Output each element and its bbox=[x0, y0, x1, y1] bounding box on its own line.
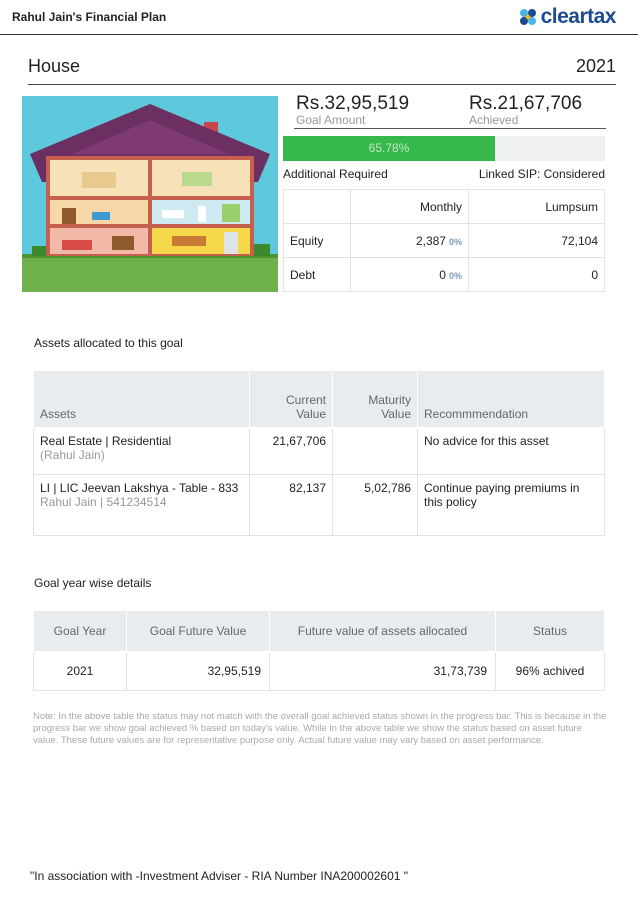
house-illustration bbox=[22, 96, 278, 292]
goal-heading bbox=[28, 52, 616, 85]
goal-progress-fill bbox=[283, 136, 495, 161]
asset-recommendation: Continue paying premiums in this policy bbox=[418, 475, 605, 536]
table-row bbox=[34, 428, 605, 475]
status-cell: 96% achived bbox=[496, 652, 605, 691]
table-row bbox=[34, 475, 605, 536]
achieved-amount-label: Achieved bbox=[469, 113, 519, 127]
assets-future-cell: 31,73,739 bbox=[270, 652, 496, 691]
assets-table bbox=[33, 370, 605, 536]
page-header bbox=[0, 0, 638, 35]
disclaimer-note: Note: In the above table the status may not match with the overall goal achieved status shown in the progress bar. This is because in the progress bar we show goal achieved % based on today's value. While in the above table we show the status based on asset future value. These future values are for representative purpose only. Actual future value may vary based on asset performance. bbox=[33, 711, 607, 746]
goal-amount-value: Rs.32,95,519 bbox=[296, 93, 410, 114]
goal-name: House bbox=[28, 56, 81, 76]
asset-recommendation: No advice for this asset bbox=[418, 428, 605, 475]
assets-header-recommendation: Recommmendation bbox=[418, 371, 605, 428]
assets-header-maturity-line1: Maturity bbox=[368, 393, 411, 407]
footer-ria-text: "In association with -Investment Adviser - RIA Number INA200002601 " bbox=[30, 869, 409, 883]
table-row bbox=[284, 258, 605, 292]
asset-cell bbox=[34, 475, 250, 536]
assets-header-maturity-line2: Value bbox=[381, 407, 411, 421]
asset-cell bbox=[34, 428, 250, 475]
cleartax-logo bbox=[517, 4, 616, 30]
future-value-cell: 32,95,519 bbox=[127, 652, 270, 691]
sip-monthly-percent: 0% bbox=[448, 270, 462, 281]
sip-table bbox=[283, 189, 605, 292]
asset-owner: Rahul Jain | 541234514 bbox=[40, 495, 167, 509]
goal-year-table bbox=[33, 610, 605, 691]
sip-row-lumpsum: 0 bbox=[469, 258, 605, 292]
sip-row-label: Debt bbox=[284, 258, 351, 292]
cleartax-logo-icon bbox=[517, 6, 539, 28]
year-header-goal-year: Goal Year bbox=[34, 611, 127, 652]
sip-monthly-value: 0 bbox=[439, 267, 446, 282]
sip-row-lumpsum: 72,104 bbox=[469, 224, 605, 258]
table-row bbox=[284, 224, 605, 258]
assets-table-header bbox=[34, 371, 605, 428]
asset-maturity-value bbox=[333, 428, 418, 475]
goal-progress-bar bbox=[283, 136, 605, 161]
assets-header-assets: Assets bbox=[34, 371, 250, 428]
amount-divider bbox=[294, 128, 606, 129]
sip-header-monthly: Monthly bbox=[351, 190, 469, 224]
goal-progress-text: 65.78% bbox=[368, 141, 410, 155]
assets-header-current-line1: Current bbox=[285, 393, 326, 407]
asset-current-value: 21,67,706 bbox=[250, 428, 333, 475]
asset-owner: (Rahul Jain) bbox=[40, 448, 105, 462]
asset-name: Real Estate | Residential bbox=[40, 434, 172, 448]
achieved-amount bbox=[469, 94, 582, 127]
goal-amount-label: Goal Amount bbox=[296, 113, 366, 127]
sip-row-label: Equity bbox=[284, 224, 351, 258]
year-header-assets-future: Future value of assets allocated bbox=[270, 611, 496, 652]
table-row bbox=[34, 652, 605, 691]
asset-maturity-value: 5,02,786 bbox=[333, 475, 418, 536]
sip-monthly-percent: 0% bbox=[448, 236, 462, 247]
sip-monthly-value: 2,387 bbox=[415, 233, 446, 248]
assets-header-current-line2: Value bbox=[296, 407, 326, 421]
asset-name: LI | LIC Jeevan Lakshya - Table - 833 bbox=[40, 481, 239, 495]
asset-current-value: 82,137 bbox=[250, 475, 333, 536]
achieved-amount-value: Rs.21,67,706 bbox=[469, 93, 583, 114]
sip-row-monthly bbox=[351, 258, 469, 292]
sip-table-header bbox=[284, 190, 605, 224]
additional-required-label: Additional Required bbox=[283, 167, 388, 181]
goal-year: 2021 bbox=[575, 56, 616, 76]
linked-sip-label: Linked SIP: Considered bbox=[478, 167, 605, 181]
sip-header-blank bbox=[284, 190, 351, 224]
document-title: Rahul Jain's Financial Plan bbox=[12, 10, 167, 24]
assets-header-current bbox=[250, 371, 333, 428]
brand-name: cleartax bbox=[540, 5, 616, 28]
year-header-status: Status bbox=[496, 611, 605, 652]
goal-year-table-header bbox=[34, 611, 605, 652]
assets-section-title: Assets allocated to this goal bbox=[34, 336, 183, 350]
year-section-title: Goal year wise details bbox=[34, 576, 152, 590]
assets-header-maturity bbox=[333, 371, 418, 428]
sip-header-lumpsum: Lumpsum bbox=[469, 190, 605, 224]
year-cell: 2021 bbox=[34, 652, 127, 691]
sip-row-monthly bbox=[351, 224, 469, 258]
year-header-future-value: Goal Future Value bbox=[127, 611, 270, 652]
goal-amount bbox=[296, 94, 409, 127]
